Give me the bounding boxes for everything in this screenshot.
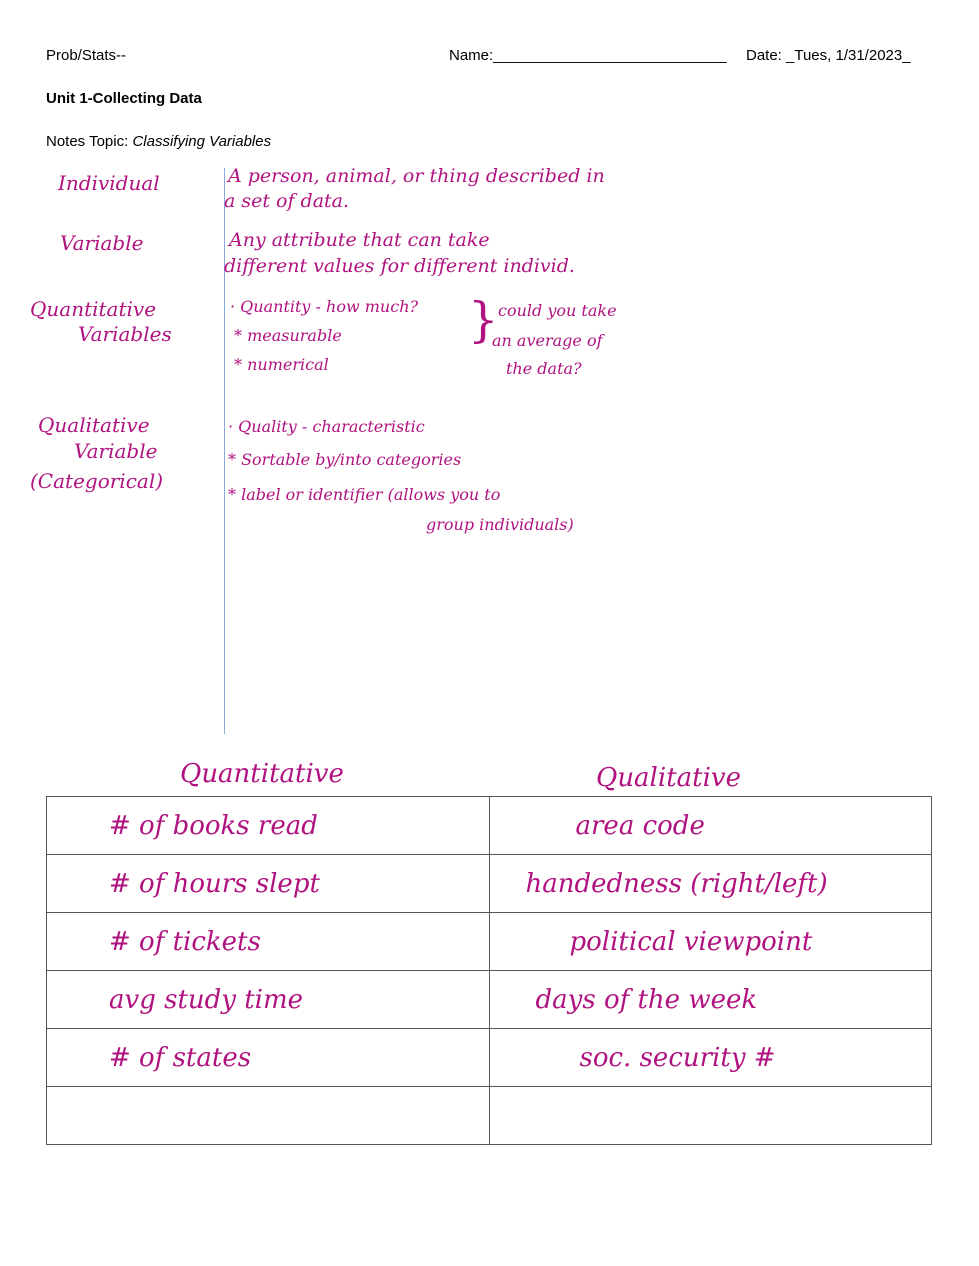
term-variable: Variable: [60, 231, 144, 255]
table-cell-qualitative: handedness (right/left): [489, 855, 932, 913]
def-individual-line1: A person, animal, or thing described in: [228, 165, 605, 187]
table-cell-quantitative: # of tickets: [47, 913, 490, 971]
table-cell-quantitative: # of books read: [47, 797, 490, 855]
term-qualitative-line1: Qualitative: [38, 413, 150, 437]
qual-bullet-2: * Sortable by/into categories: [228, 450, 462, 469]
topic-value: Classifying Variables: [132, 133, 272, 150]
table-cell-quantitative: [47, 1087, 490, 1145]
table-row: [47, 913, 932, 971]
def-individual-line2: a set of data.: [224, 190, 350, 212]
term-qualitative-line2: Variable: [74, 439, 158, 463]
quant-aside-line1: could you take: [498, 301, 617, 320]
topic-label: Notes Topic:: [46, 133, 129, 150]
table-cell-qualitative: soc. security #: [489, 1029, 932, 1087]
quant-bullet-1: · Quantity - how much?: [230, 297, 419, 316]
table-row: [47, 1029, 932, 1087]
brace-symbol: }: [468, 292, 499, 348]
table-row: [47, 855, 932, 913]
table-cell-quantitative: # of states: [47, 1029, 490, 1087]
table-cell-qualitative: [489, 1087, 932, 1145]
course-label: Prob/Stats--: [46, 47, 127, 64]
qual-bullet-3-cont: group individuals): [426, 515, 574, 534]
quant-aside-line2: an average of: [492, 331, 603, 350]
quant-bullet-3: * numerical: [234, 355, 329, 374]
qual-bullet-1: · Quality - characteristic: [228, 417, 425, 436]
qual-bullet-3: * label or identifier (allows you to: [228, 485, 501, 504]
table-cell-qualitative: political viewpoint: [489, 913, 932, 971]
term-qualitative-line3: (Categorical): [30, 469, 164, 493]
table-cell-qualitative: area code: [489, 797, 932, 855]
table-heading-quantitative: Quantitative: [180, 759, 344, 789]
term-individual: Individual: [58, 171, 160, 195]
table-row: [47, 1087, 932, 1145]
table-cell-qualitative: days of the week: [489, 971, 932, 1029]
quant-bullet-2: * measurable: [234, 326, 342, 345]
def-variable-line1: Any attribute that can take: [229, 229, 490, 251]
table-heading-qualitative: Qualitative: [596, 763, 741, 793]
notes-topic: [46, 133, 271, 150]
name-field-label: Name:____________________________: [449, 47, 727, 64]
unit-title: Unit 1-Collecting Data: [46, 90, 202, 107]
table-cell-quantitative: # of hours slept: [47, 855, 490, 913]
table-row: [47, 971, 932, 1029]
examples-table: [46, 796, 932, 1145]
table-cell-quantitative: avg study time: [47, 971, 490, 1029]
date-label: Date: _Tues, 1/31/2023_: [746, 47, 911, 64]
margin-line: [224, 168, 225, 734]
term-quantitative-line2: Variables: [78, 322, 172, 346]
table-row: [47, 797, 932, 855]
quant-aside-line3: the data?: [506, 359, 582, 378]
term-quantitative-line1: Quantitative: [30, 297, 157, 321]
def-variable-line2: different values for different individ.: [224, 255, 575, 277]
